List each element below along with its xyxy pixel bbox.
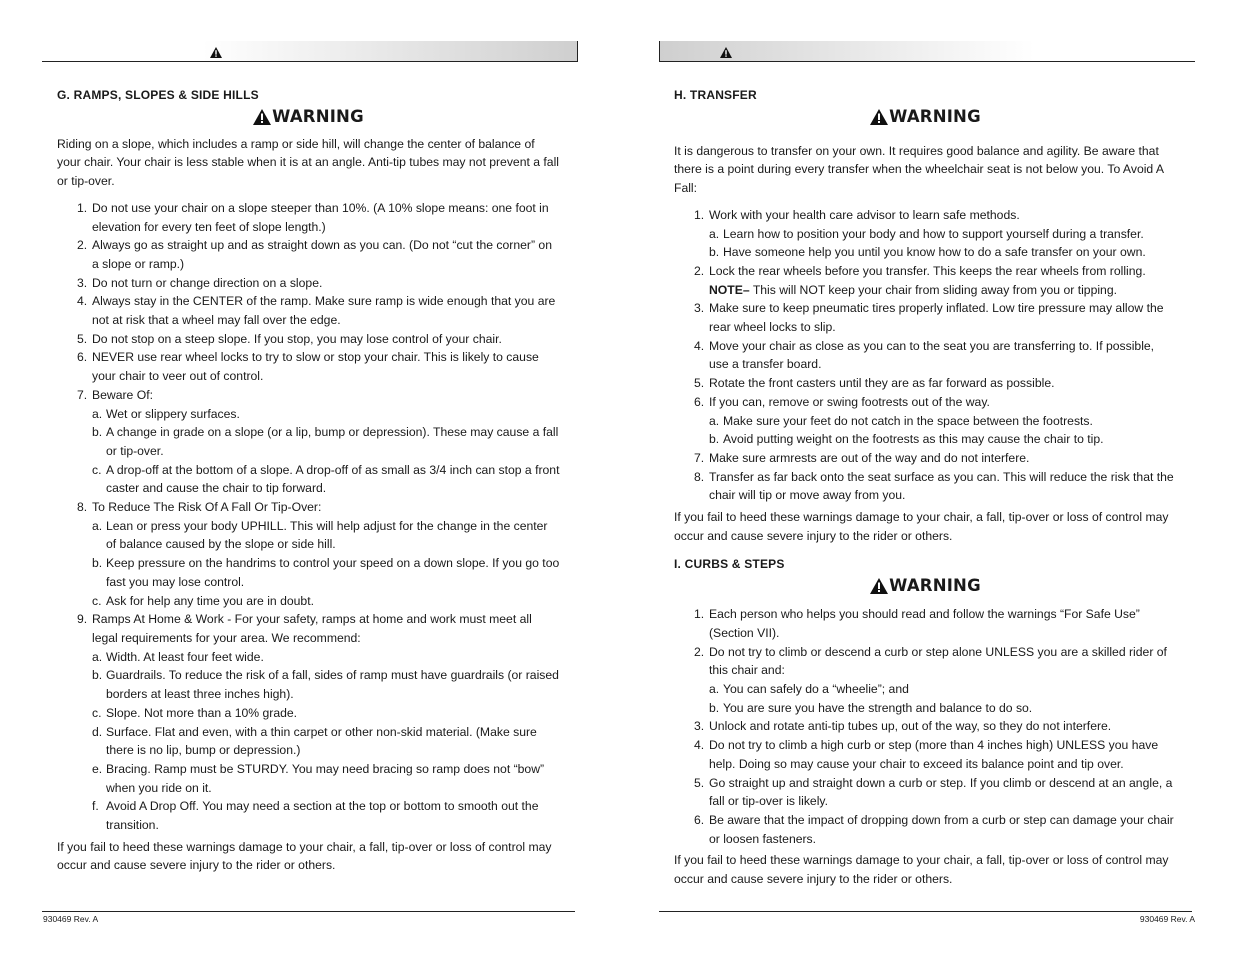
sub-item-letter: a. (709, 681, 720, 696)
item-number: 8. (694, 469, 705, 484)
sub-list-item (57, 797, 560, 834)
list-item (674, 811, 1177, 848)
sub-item-text: You can safely do a “wheelie”; and (723, 681, 909, 696)
item-number: 5. (694, 775, 705, 790)
list-item (674, 299, 1177, 336)
item-text: Do not try to climb or descend a curb or step alone UNLESS you are a skilled rider of this chair and: (709, 644, 1167, 678)
item-text: Do not use your chair on a slope steeper than 10%. (A 10% slope means: one foot in elevation for every ten feet of slope length.) (92, 200, 549, 234)
list-item (674, 468, 1177, 505)
list-item (57, 498, 560, 517)
item-text: Do not try to climb a high curb or step (more than 4 inches high) UNLESS you have help. Doing so may cause your chair to exceed its balance point and tip over. (709, 738, 1159, 771)
sub-list-item (57, 405, 560, 424)
list-item (674, 774, 1177, 811)
list-item (674, 206, 1177, 225)
warning-banner (57, 106, 560, 128)
item-text: Lock the rear wheels before you transfer. This keeps the rear wheels from rolling. (709, 263, 1146, 278)
section-ramps-slopes (57, 86, 560, 883)
item-number: 6. (694, 394, 705, 409)
warning-triangle-icon (720, 45, 732, 63)
sub-item-letter: c. (92, 705, 102, 720)
section-transfer (674, 86, 1177, 897)
item-text: Make sure armrests are out of the way and do not interfere. (709, 450, 1030, 465)
item-number: 3. (77, 275, 88, 290)
sub-list-item (674, 699, 1177, 718)
warning-banner (674, 575, 1177, 597)
sub-list-item (57, 517, 560, 554)
note-label: NOTE– (709, 282, 750, 297)
item-number: 2. (77, 238, 88, 253)
item-text: Rotate the front casters until they are as far forward as possible. (709, 376, 1055, 391)
sub-item-letter: b. (709, 700, 720, 715)
footer-revision: 930469 Rev. A (43, 914, 99, 924)
item-text: NEVER use rear wheel locks to try to slow or stop your chair. This is likely to cause your chair to veer out of control. (92, 350, 539, 384)
sub-item-text: Learn how to position your body and how to support yourself during a transfer. (723, 226, 1144, 241)
sub-item-letter: c. (92, 593, 102, 608)
item-number: 1. (694, 207, 705, 222)
item-number: 3. (694, 719, 705, 734)
item-number: 4. (77, 294, 88, 309)
sub-list-item (57, 648, 560, 667)
item-number: 2. (694, 263, 705, 278)
item-text: Be aware that the impact of dropping down from a curb or step can damage your chair or loosen fasteners. (709, 812, 1174, 846)
warning-triangle-icon (870, 578, 888, 594)
list-item (57, 386, 560, 405)
item-text: Ramps At Home & Work - For your safety, ramps at home and work must meet all legal requirements for your area. We recommend: (92, 612, 532, 645)
list-item (57, 199, 560, 236)
item-number: 6. (77, 350, 88, 365)
sub-item-text: Ask for help any time you are in doubt. (106, 593, 314, 608)
item-number: 3. (694, 301, 705, 316)
list-item (674, 374, 1177, 393)
sub-item-text: A drop-off at the bottom of a slope. A drop-off of as small as 3/4 inch can stop a front caster and cause the chair to tip forward. (106, 462, 560, 496)
sub-list-item (674, 225, 1177, 244)
warning-triangle-icon (210, 45, 222, 63)
sub-list-item (57, 760, 560, 797)
sub-item-letter: a. (92, 406, 103, 421)
warning-triangle-icon (253, 109, 271, 125)
sub-item-letter: a. (92, 649, 103, 664)
sub-item-text: Lean or press your body UPHILL. This will help adjust for the change in the center of balance caused by the slope or side hill. (106, 518, 548, 552)
sub-list-item (674, 243, 1177, 262)
item-number: 5. (77, 331, 88, 346)
item-text: If you can, remove or swing footrests out of the way. (709, 394, 990, 409)
sub-item-letter: b. (92, 425, 103, 440)
sub-item-text: Bracing. Ramp must be STURDY. You may need bracing so ramp does not “bow” when you ride on it. (106, 761, 545, 795)
sub-item-letter: a. (709, 413, 720, 428)
sub-item-letter: c. (92, 462, 102, 477)
numbered-list (57, 199, 560, 835)
item-text: Beware Of: (92, 387, 153, 402)
sub-list-item (674, 430, 1177, 449)
list-item (57, 348, 560, 385)
intro-paragraph: Riding on a slope, which includes a ramp or side hill, will change the center of balance of your chair. Your chair is less stable when it is at an angle. Anti-tip tubes may not prevent a fall or tip-over. (57, 136, 559, 189)
sub-list-item (57, 666, 560, 703)
note-text: This will NOT keep your chair from sliding away from you or tipping. (752, 282, 1117, 297)
intro-paragraph: It is dangerous to transfer on your own. It requires good balance and agility. Be aware that there is a point during every transfer when the wheelchair seat is not below you. To Avoid A Fall: (674, 143, 1164, 196)
list-item (674, 717, 1177, 736)
item-number: 6. (694, 812, 705, 827)
sub-item-text: Have someone help you until you know how to do a safe transfer on your own. (723, 245, 1146, 260)
list-item (674, 449, 1177, 468)
closing-paragraph: If you fail to heed these warnings damage to your chair, a fall, tip-over or loss of control may occur and cause severe injury to the rider or others. (57, 839, 552, 873)
item-text: Unlock and rotate anti-tip tubes up, out of the way, so they do not interfere. (709, 719, 1112, 734)
item-text: Make sure to keep pneumatic tires properly inflated. Low tire pressure may allow the rear wheel locks to slip. (709, 301, 1164, 335)
item-text: Work with your health care advisor to learn safe methods. (709, 207, 1020, 222)
item-number: 9. (77, 612, 88, 627)
item-text: Do not stop on a steep slope. If you stop, you may lose control of your chair. (92, 331, 502, 346)
sub-item-text: Avoid putting weight on the footrests as this may cause the chair to tip. (723, 432, 1104, 447)
header-bar (659, 41, 1195, 62)
sub-list-item (57, 423, 560, 460)
list-item (57, 274, 560, 293)
item-text: To Reduce The Risk Of A Fall Or Tip-Over: (92, 500, 322, 515)
sub-item-text: Guardrails. To reduce the risk of a fall, sides of ramp must have guardrails (or raised borders at least three inches high). (106, 668, 559, 702)
sub-list-item (674, 680, 1177, 699)
sub-list-item (57, 592, 560, 611)
item-number: 7. (694, 450, 705, 465)
warning-banner (674, 106, 1177, 128)
item-text: Each person who helps you should read and follow the warnings “For Safe Use” (Section VII). (709, 607, 1140, 640)
section-heading: I. CURBS & STEPS (674, 557, 785, 572)
warning-label: WARNING (889, 576, 981, 596)
item-number: 4. (694, 338, 705, 353)
item-number: 8. (77, 500, 88, 515)
warning-label: WARNING (889, 106, 981, 126)
sub-item-text: Avoid A Drop Off. You may need a section at the top or bottom to smooth out the transition. (106, 799, 539, 833)
sub-item-text: Slope. Not more than a 10% grade. (106, 705, 298, 720)
list-item (674, 736, 1177, 773)
closing-paragraph: If you fail to heed these warnings damage to your chair, a fall, tip-over or loss of control may occur and cause severe injury to the rider or others. (674, 510, 1169, 543)
item-number: 7. (77, 387, 88, 402)
footer-divider (659, 911, 1192, 912)
item-text: Transfer as far back onto the seat surface as you can. This will reduce the risk that the chair will tip or move away from you. (709, 469, 1174, 503)
item-number: 1. (77, 200, 88, 215)
list-item (674, 605, 1177, 642)
footer-divider (42, 911, 575, 912)
sub-item-text: Make sure your feet do not catch in the space between the footrests. (723, 413, 1093, 428)
list-item (57, 292, 560, 329)
warning-triangle-icon (870, 109, 888, 125)
header-bar (42, 41, 578, 62)
section-heading: H. TRANSFER (674, 88, 757, 102)
list-item (57, 236, 560, 273)
list-item (674, 643, 1177, 680)
item-text: Always stay in the CENTER of the ramp. Make sure ramp is wide enough that you are not at risk that a wheel may fall over the edge. (92, 294, 556, 328)
sub-item-letter: a. (92, 518, 103, 533)
sub-list-item (674, 412, 1177, 431)
numbered-list (674, 206, 1177, 505)
list-item (57, 610, 560, 647)
footer-revision: 930469 Rev. A (1139, 914, 1195, 924)
sub-list-item (57, 461, 560, 498)
item-text: Move your chair as close as you can to the seat you are transferring to. If possible, use a transfer board. (709, 338, 1155, 372)
item-text: Always go as straight up and as straight down as you can. (Do not “cut the corner” on a slope or ramp.) (92, 238, 552, 271)
sub-item-letter: d. (92, 724, 103, 739)
section-heading: G. RAMPS, SLOPES & SIDE HILLS (57, 88, 259, 102)
sub-item-letter: b. (709, 432, 720, 447)
list-item (674, 262, 1177, 299)
warning-label: WARNING (272, 106, 364, 126)
item-text: Go straight up and straight down a curb or step. If you climb or descend at an angle, a fall or tip-over is likely. (709, 775, 1173, 809)
sub-item-text: Wet or slippery surfaces. (106, 406, 240, 421)
sub-item-text: A change in grade on a slope (or a lip, bump or depression). These may cause a fall or tip-over. (106, 425, 559, 458)
list-item (57, 330, 560, 349)
left-page (40, 0, 600, 954)
numbered-list (674, 605, 1177, 848)
sub-item-letter: b. (92, 556, 103, 571)
sub-item-text: You are sure you have the strength and balance to do so. (723, 700, 1033, 715)
sub-item-text: Surface. Flat and even, with a thin carpet or other non-skid material. (Make sure there is no lip, bump or depression.) (106, 724, 537, 758)
sub-item-letter: b. (709, 245, 720, 260)
sub-item-letter: f. (92, 799, 99, 814)
sub-item-letter: a. (709, 226, 720, 241)
list-item (674, 337, 1177, 374)
sub-item-letter: b. (92, 668, 103, 683)
item-text: Do not turn or change direction on a slope. (92, 275, 323, 290)
closing-paragraph: If you fail to heed these warnings damage to your chair, a fall, tip-over or loss of control may occur and cause severe injury to the rider or others. (674, 853, 1169, 887)
sub-list-item (57, 704, 560, 723)
sub-item-text: Keep pressure on the handrims to control your speed on a down slope. If you go too fast you may lose control. (106, 556, 560, 589)
sub-list-item (57, 723, 560, 760)
item-number: 1. (694, 607, 705, 622)
right-page (657, 0, 1217, 954)
item-number: 2. (694, 644, 705, 659)
list-item (674, 393, 1177, 412)
sub-item-text: Width. At least four feet wide. (106, 649, 264, 664)
sub-item-letter: e. (92, 761, 103, 776)
sub-list-item (57, 554, 560, 591)
item-number: 4. (694, 738, 705, 753)
item-number: 5. (694, 376, 705, 391)
